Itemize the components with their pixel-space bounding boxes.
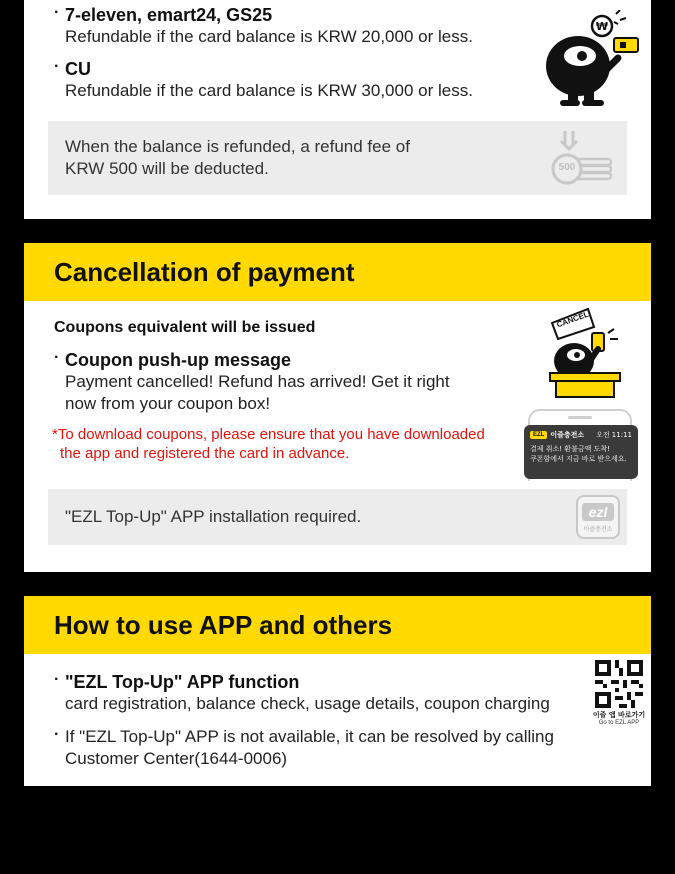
customer-center-line: If "EZL Top-Up" APP is not available, it can be resolved by calling [65, 727, 554, 746]
coupon-subheading: Coupons equivalent will be issued [54, 319, 316, 336]
ezl-app-badge-icon: EZL [530, 431, 547, 439]
bullet-dot: · [54, 671, 60, 688]
coupon-push-body: now from your coupon box! [65, 394, 271, 413]
refund-item-cu [24, 58, 504, 102]
coupon-push-title: Coupon push-up message [65, 350, 292, 370]
mascot-refund-illustration [540, 10, 640, 108]
qr-caption-english: Go to EZL APP [598, 720, 640, 726]
notification-line: 쿠폰함에서 지금 바로 받으세요. [530, 455, 627, 463]
phone-speaker [568, 416, 592, 419]
customer-center-item [24, 726, 604, 770]
warning-line: *To download coupons, please ensure that you have downloaded [52, 426, 485, 443]
coupon-push-item [24, 349, 494, 415]
app-function-title: "EZL Top-Up" APP function [65, 672, 300, 692]
refund-fee-text [65, 136, 485, 180]
coin-value-label: 500 [558, 162, 576, 173]
refund-fee-notice [48, 121, 627, 195]
refund-fee-line: KRW 500 will be deducted. [65, 159, 269, 178]
coupon-push-body: Payment cancelled! Refund has arrived! Get it right [65, 372, 450, 391]
notification-line: 결제 취소! 환불금액 도착! [530, 445, 610, 453]
bullet-dot: · [54, 726, 60, 743]
section-heading: How to use APP and others [54, 610, 393, 640]
section-heading: Cancellation of payment [54, 257, 355, 287]
notification-time: 오전 11:11 [596, 431, 632, 439]
refund-item-seven-eleven [24, 4, 504, 48]
coin-stack-icon [551, 129, 615, 187]
app-function-body: card registration, balance check, usage details, coupon charging [65, 694, 550, 713]
app-install-notice [48, 489, 627, 545]
bullet-dot: · [54, 58, 60, 75]
ezl-app-logo-icon [576, 495, 620, 539]
bullet-dot: · [54, 4, 60, 21]
bullet-dot: · [54, 349, 60, 366]
mascot-cancel-illustration [548, 307, 628, 399]
refund-item-body: Refundable if the card balance is KRW 20,000 or less. [65, 27, 473, 46]
notification-app-name: 이즐충전소 [550, 431, 585, 439]
coupon-warning-note [52, 425, 532, 463]
svg-text:₩: ₩ [595, 20, 609, 33]
app-function-item [24, 671, 594, 715]
qr-code-icon [595, 660, 643, 708]
howto-card [24, 596, 651, 786]
warning-line: the app and registered the card in advance. [60, 445, 350, 462]
cancellation-banner [24, 243, 651, 301]
push-notification-preview [524, 425, 638, 479]
refund-fee-line: When the balance is refunded, a refund fee of [65, 137, 410, 156]
cancellation-card [24, 243, 651, 572]
refund-card [24, 0, 651, 219]
ezl-logo-text: ezl [582, 503, 614, 521]
cancel-stamp-label: CANCEL [555, 309, 590, 330]
ezl-logo-subtext: 이즐충전소 [583, 526, 613, 533]
customer-center-line: Customer Center(1644-0006) [65, 749, 288, 768]
app-install-text: "EZL Top-Up" APP installation required. [65, 507, 362, 526]
qr-caption-korean: 이즐 앱 바로가기 [592, 711, 646, 719]
refund-item-title: 7-eleven, emart24, GS25 [65, 5, 273, 25]
refund-item-title: CU [65, 59, 91, 79]
notification-header [530, 430, 632, 440]
refund-item-body: Refundable if the card balance is KRW 30,000 or less. [65, 81, 473, 100]
howto-banner [24, 596, 651, 654]
qr-code-link[interactable] [592, 660, 646, 726]
